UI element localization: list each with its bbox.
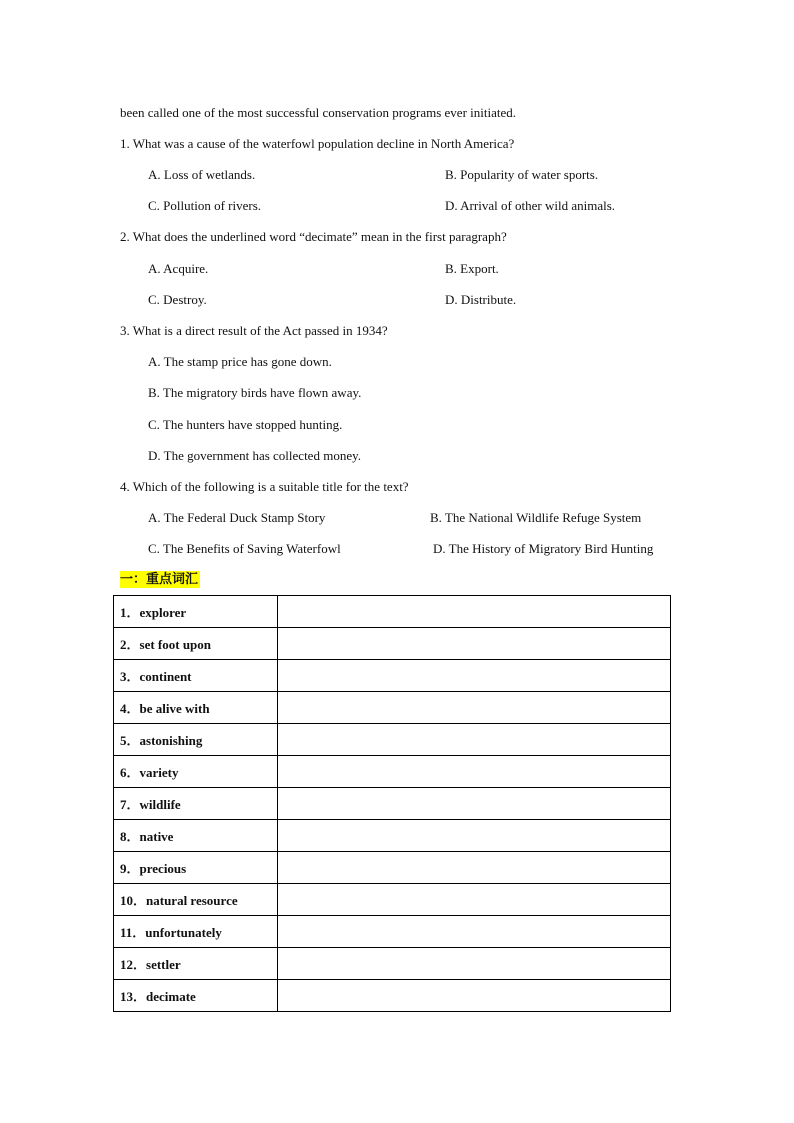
vocab-answer-cell[interactable]: [278, 948, 671, 980]
vocab-term: [114, 756, 278, 788]
question-1-option-a: A. Loss of wetlands.: [148, 167, 256, 182]
question-3-option-b: B. The migratory birds have flown away.: [148, 385, 362, 400]
table-row: [114, 884, 671, 916]
vocab-answer-cell[interactable]: [278, 660, 671, 692]
table-row: [114, 660, 671, 692]
vocab-word: be alive with: [139, 701, 210, 716]
vocab-word: unfortunately: [145, 925, 222, 940]
table-row: [114, 788, 671, 820]
vocab-term: [114, 820, 278, 852]
vocab-answer-cell[interactable]: [278, 884, 671, 916]
intro-line: been called one of the most successful conservation programs ever initiated.: [120, 105, 517, 120]
vocab-number: 5．: [120, 733, 140, 748]
vocab-answer-cell[interactable]: [278, 692, 671, 724]
vocab-number: 3．: [120, 669, 140, 684]
question-2-option-c: C. Destroy.: [148, 292, 207, 307]
vocab-term: [114, 724, 278, 756]
vocab-table: [113, 595, 671, 1012]
question-3-option-d: D. The government has collected money.: [148, 448, 361, 463]
vocab-answer-cell[interactable]: [278, 756, 671, 788]
vocab-answer-cell[interactable]: [278, 596, 671, 628]
question-2-option-a: A. Acquire.: [148, 261, 209, 276]
question-3-stem: 3. What is a direct result of the Act passed in 1934?: [120, 323, 388, 338]
vocab-word: decimate: [146, 989, 196, 1004]
vocab-word: explorer: [139, 605, 187, 620]
question-4-option-a: A. The Federal Duck Stamp Story: [148, 510, 326, 525]
vocab-term: [114, 692, 278, 724]
vocab-number: 6．: [120, 765, 140, 780]
vocab-term: [114, 788, 278, 820]
vocab-term: [114, 852, 278, 884]
vocab-answer-cell[interactable]: [278, 724, 671, 756]
vocab-number: 1．: [120, 605, 140, 620]
vocab-term: [114, 628, 278, 660]
question-4-option-d: D. The History of Migratory Bird Hunting: [433, 541, 654, 556]
table-row: [114, 980, 671, 1012]
vocab-answer-cell[interactable]: [278, 916, 671, 948]
vocab-number: 4．: [120, 701, 140, 716]
vocab-term: [114, 916, 278, 948]
vocab-number: 12．: [120, 957, 147, 972]
question-4-option-c: C. The Benefits of Saving Waterfowl: [148, 541, 341, 556]
table-row: [114, 852, 671, 884]
question-1-option-c: C. Pollution of rivers.: [148, 198, 262, 213]
table-row: [114, 692, 671, 724]
vocab-word: natural resource: [146, 893, 238, 908]
vocab-answer-cell[interactable]: [278, 852, 671, 884]
vocab-answer-cell[interactable]: [278, 628, 671, 660]
question-3-option-c: C. The hunters have stopped hunting.: [148, 417, 343, 432]
table-row: [114, 724, 671, 756]
vocab-term: [114, 980, 278, 1012]
vocab-word: precious: [139, 861, 187, 876]
vocab-word: wildlife: [139, 797, 181, 812]
vocab-word: native: [139, 829, 174, 844]
vocab-word: settler: [146, 957, 181, 972]
question-1-stem: 1. What was a cause of the waterfowl population decline in North America?: [120, 136, 515, 151]
vocab-answer-cell[interactable]: [278, 788, 671, 820]
vocab-number: 2．: [120, 637, 140, 652]
vocab-term: [114, 884, 278, 916]
vocab-number: 8．: [120, 829, 140, 844]
table-row: [114, 820, 671, 852]
table-row: [114, 916, 671, 948]
vocab-term: [114, 948, 278, 980]
vocab-word: set foot upon: [139, 637, 212, 652]
vocab-answer-cell[interactable]: [278, 820, 671, 852]
section-title: 一：重点词汇: [120, 572, 199, 587]
table-row: [114, 596, 671, 628]
vocab-word: continent: [139, 669, 192, 684]
question-2-option-d: D. Distribute.: [445, 292, 517, 307]
question-1-option-d: D. Arrival of other wild animals.: [445, 198, 616, 213]
vocab-number: 7．: [120, 797, 140, 812]
table-row: [114, 628, 671, 660]
vocab-term: [114, 596, 278, 628]
vocab-word: variety: [139, 765, 179, 780]
table-row: [114, 756, 671, 788]
vocab-term: [114, 660, 278, 692]
table-row: [114, 948, 671, 980]
question-2-option-b: B. Export.: [445, 261, 499, 276]
question-4-stem: 4. Which of the following is a suitable title for the text?: [120, 479, 409, 494]
question-4-option-b: B. The National Wildlife Refuge System: [430, 510, 642, 525]
vocab-answer-cell[interactable]: [278, 980, 671, 1012]
question-2-stem: 2. What does the underlined word “decimate” mean in the first paragraph?: [120, 229, 507, 244]
question-3-option-a: A. The stamp price has gone down.: [148, 354, 332, 369]
vocab-number: 13．: [120, 989, 147, 1004]
question-1-option-b: B. Popularity of water sports.: [445, 167, 599, 182]
vocab-number: 11．: [120, 925, 146, 940]
vocab-number: 9．: [120, 861, 140, 876]
vocab-word: astonishing: [139, 733, 203, 748]
vocab-number: 10．: [120, 893, 147, 908]
